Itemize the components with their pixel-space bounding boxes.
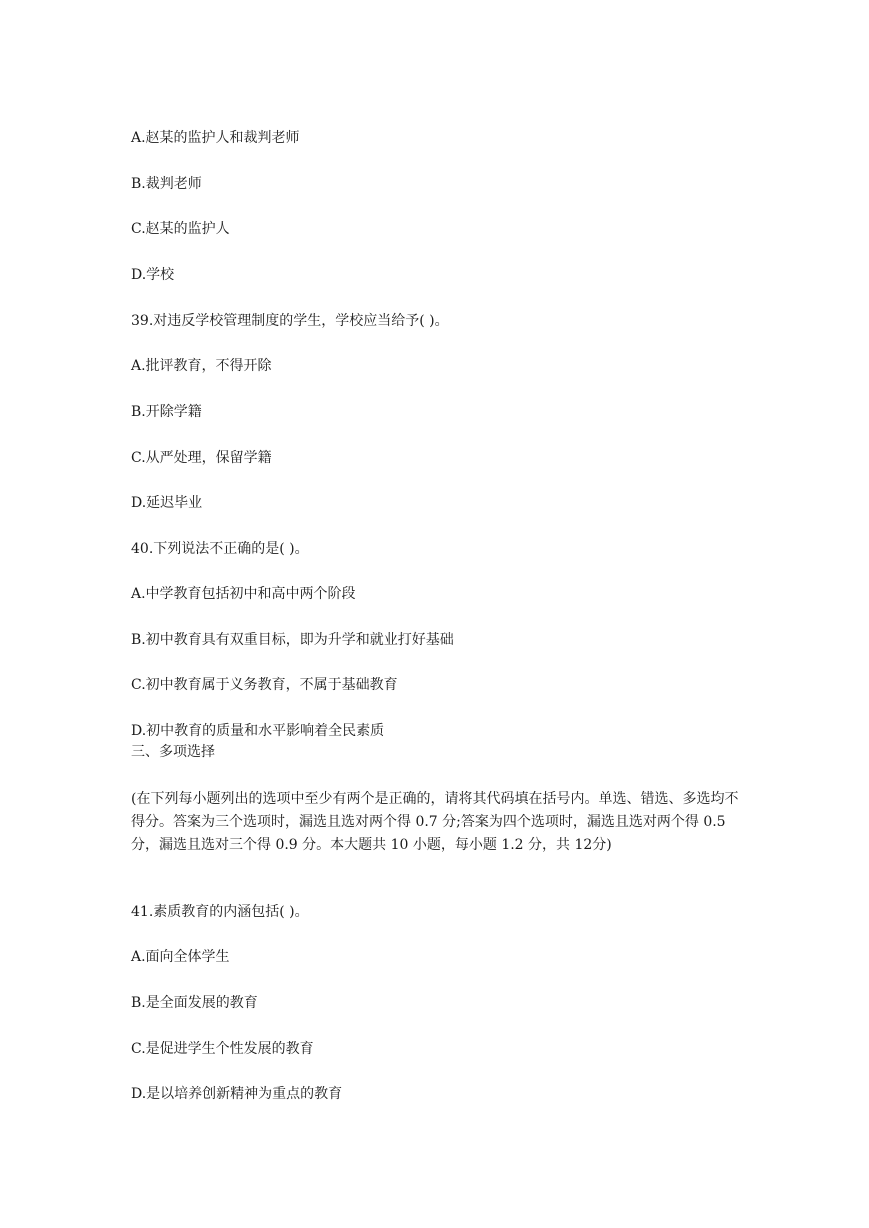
- q39-option-d: D.延迟毕业: [131, 495, 203, 511]
- q41-option-d: D.是以培养创新精神为重点的教育: [131, 1086, 343, 1102]
- q40-option-d: D.初中教育的质量和水平影响着全民素质: [131, 723, 385, 739]
- q41-question: 41.素质教育的内涵包括( )。: [131, 904, 309, 920]
- q38-option-c: C.赵某的监护人: [131, 221, 230, 237]
- q38-option-b: B.裁判老师: [131, 176, 202, 192]
- q39-question: 39.对违反学校管理制度的学生，学校应当给予( )。: [131, 313, 449, 329]
- section-heading: 三、多项选择: [131, 744, 215, 760]
- q40-option-c: C.初中教育属于义务教育，不属于基础教育: [131, 677, 398, 693]
- q39-option-a: A.批评教育，不得开除: [131, 358, 272, 374]
- section-instructions: (在下列每小题列出的选项中至少有两个是正确的，请将其代码填在括号内。单选、错选、多选均不得分。答案为三个选项时，漏选且选对两个得 0.7 分;答案为四个选项时，漏选且选对两个得 0.5 分，漏选且选对三个得 0.9 分。本大题共 10 小题，每小题 1.2 分，共 12分): [131, 791, 739, 853]
- q39-option-c: C.从严处理，保留学籍: [131, 450, 272, 466]
- q41-option-b: B.是全面发展的教育: [131, 995, 258, 1011]
- q41-option-c: C.是促进学生个性发展的教育: [131, 1041, 314, 1057]
- q40-option-b: B.初中教育具有双重目标，即为升学和就业打好基础: [131, 632, 454, 648]
- q39-option-b: B.开除学籍: [131, 404, 202, 420]
- q41-option-a: A.面向全体学生: [131, 949, 230, 965]
- q40-option-a: A.中学教育包括初中和高中两个阶段: [131, 586, 356, 602]
- q38-option-a: A.赵某的监护人和裁判老师: [131, 130, 300, 146]
- q40-question: 40.下列说法不正确的是( )。: [131, 541, 309, 557]
- q38-option-d: D.学校: [131, 267, 175, 283]
